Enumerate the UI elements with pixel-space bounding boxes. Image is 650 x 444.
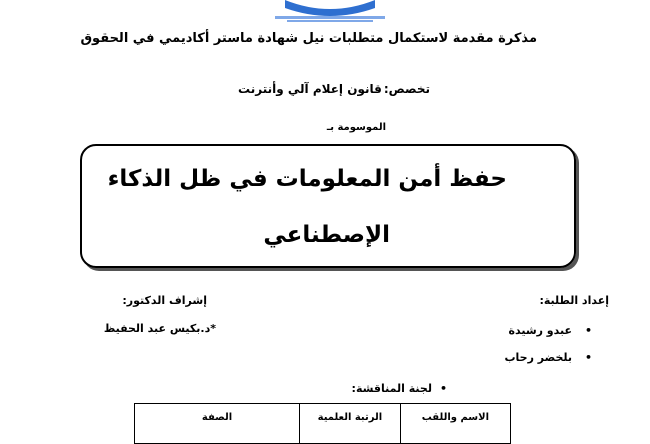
specialization-line: [238, 82, 430, 96]
specialization-label: تخصص:: [383, 82, 430, 96]
supervisor-name: *د.بكيس عبد الحفيظ: [103, 322, 216, 335]
committee-label: لجنة المناقشة:: [351, 382, 432, 395]
jury-table: [134, 403, 511, 444]
specialization-value: قانون إعلام آلي وأنترنت: [238, 82, 382, 96]
titled-label: الموسومة بـ: [326, 122, 386, 133]
jury-table-header-row: [135, 404, 511, 444]
bullet-icon: •: [439, 382, 447, 395]
thesis-title-line-2: الإصطناعي: [263, 222, 390, 248]
students-label: إعداد الطلبة:: [539, 294, 609, 307]
thesis-title-line-1: حفظ أمن المعلومات في ظل الذكاء: [107, 166, 507, 192]
intro-text: مذكرة مقدمة لاستكمال متطلبات نيل شهادة ماستر أكاديمي في الحقوق: [80, 31, 537, 46]
bullet-icon: •: [584, 324, 592, 337]
logo-text-strip: [275, 16, 385, 19]
logo-emblem: [285, 0, 375, 16]
university-logo: [265, 0, 395, 24]
bullet-icon: •: [584, 351, 592, 364]
student-name: عبدو رشيدة: [508, 324, 572, 337]
student-name: بلخضر رحاب: [504, 351, 572, 364]
jury-col-role: الصفة: [135, 404, 300, 444]
thesis-title-box: [80, 144, 576, 268]
supervisor-label: إشراف الدكتور:: [122, 294, 207, 307]
jury-col-name: الاسم واللقب: [400, 404, 510, 444]
student-item: [504, 351, 592, 364]
committee-label-line: [352, 382, 447, 395]
jury-col-rank: الرتبة العلمية: [300, 404, 401, 444]
student-item: [508, 324, 592, 337]
